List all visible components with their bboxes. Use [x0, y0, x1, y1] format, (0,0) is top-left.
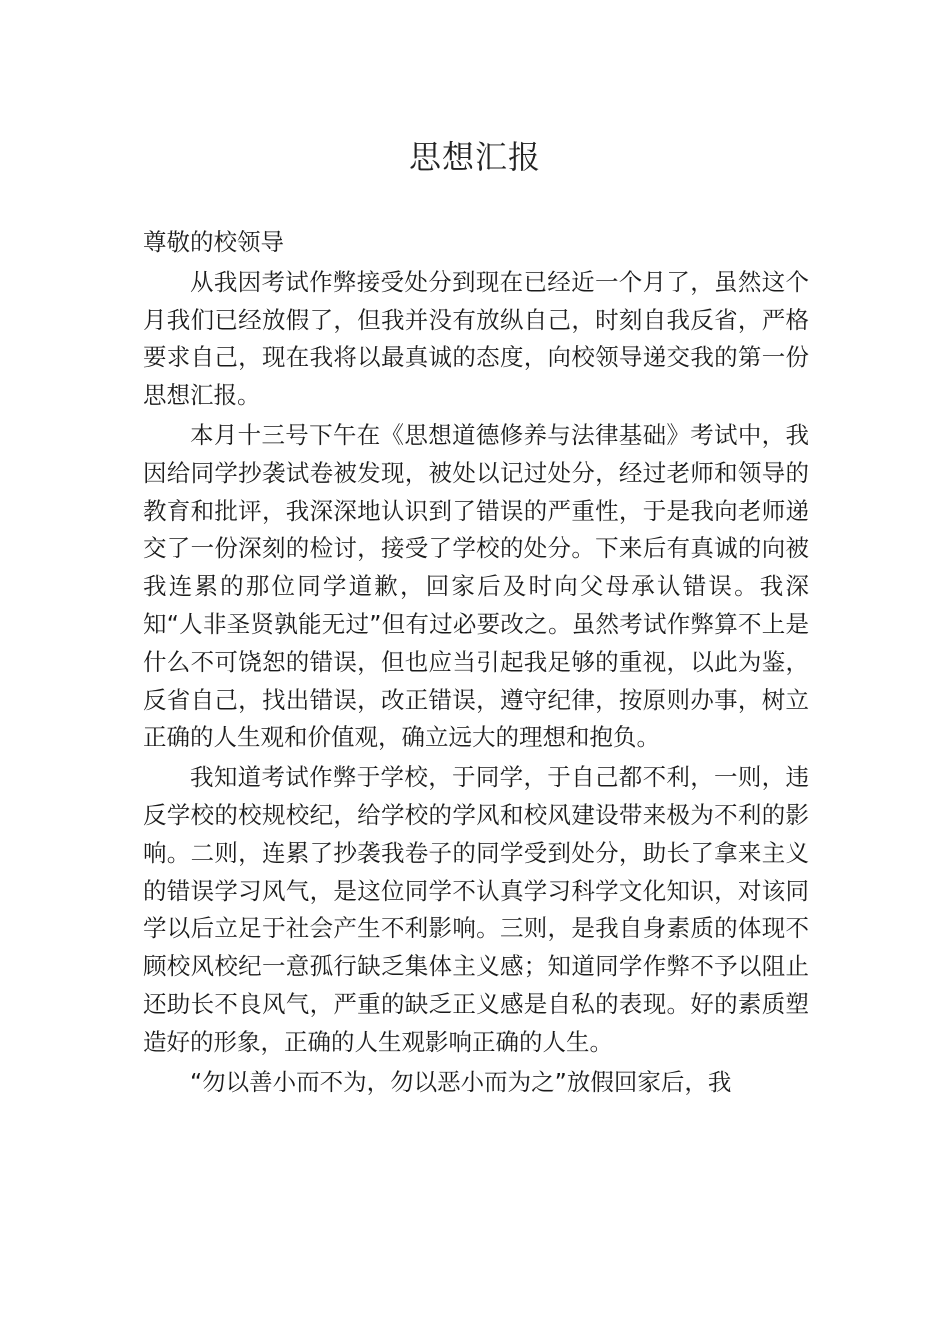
document-body: [143, 224, 809, 1103]
salutation: 尊敬的校领导: [143, 228, 284, 256]
paragraph-2: 本月十三号下午在《思想道德修养与法律基础》考试中，我因给同学抄袭试卷被发现，被处以记过处分，经过老师和领导的教育和批评，我深深地认识到了错误的严重性，于是我向老师递交了一份深刻的检讨，接受了学校的处分。下来后有真诚的向被我连累的那位同学道歉，回家后及时向父母承认错误。我深知“人非圣贤孰能无过”但有过必要改之。虽然考试作弊算不上是什么不可饶恕的错误，但也应当引起我足够的重视，以此为鉴，反省自己，找出错误，改正错误，遵守纪律，按原则办事，树立正确的人生观和价值观，确立远大的理想和抱负。: [143, 420, 809, 752]
paragraph-4: “勿以善小而不为，勿以恶小而为之”放假回家后，我: [190, 1067, 732, 1096]
paragraph-3: 我知道考试作弊于学校，于同学，于自己都不利，一则，违反学校的校规校纪，给学校的学风和校风建设带来极为不利的影响。二则，连累了抄袭我卷子的同学受到处分，助长了拿来主义的错误学习风气，是这位同学不认真学习科学文化知识，对该同学以后立足于社会产生不利影响。三则，是我自身素质的体现不顾校风校纪一意孤行缺乏集体主义感；知道同学作弊不予以阻止还助长不良风气，严重的缺乏正义感是自私的表现。好的素质塑造好的形象，正确的人生观影响正确的人生。: [143, 763, 809, 1056]
document-title: 思想汇报: [408, 138, 541, 176]
paragraph-1: 从我因考试作弊接受处分到现在已经近一个月了，虽然这个月我们已经放假了，但我并没有放纵自己，时刻自我反省，严格要求自己，现在我将以最真诚的态度，向校领导递交我的第一份思想汇报。: [143, 267, 809, 410]
